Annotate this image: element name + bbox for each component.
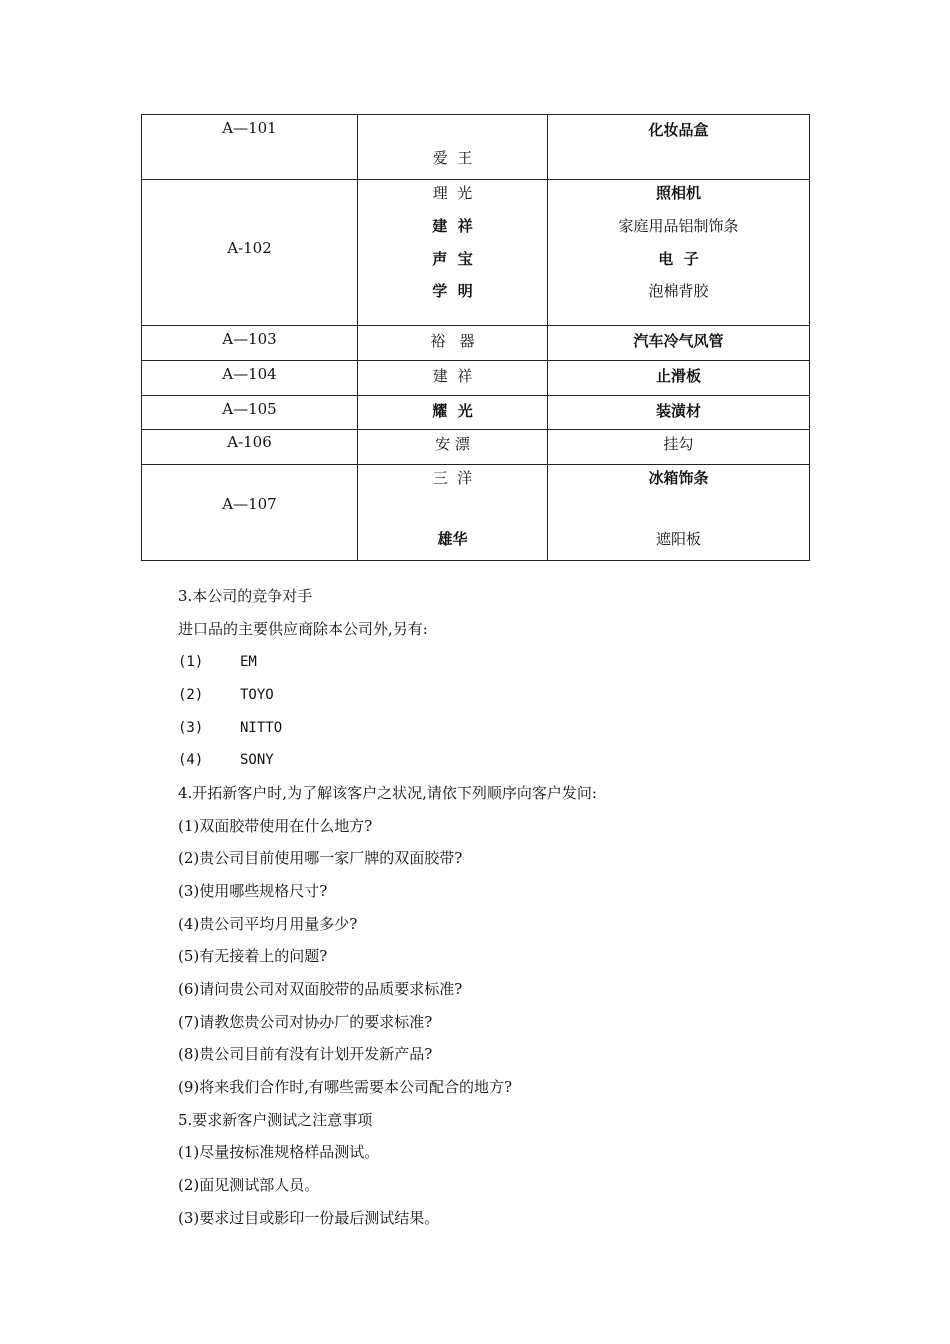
row-code: A—104 bbox=[222, 365, 277, 383]
product-name: 汽车冷气风管 bbox=[633, 332, 724, 350]
table-row bbox=[142, 396, 810, 430]
section-3-intro: 进口品的主要供应商除本公司外,另有: bbox=[178, 620, 428, 638]
table-row bbox=[142, 180, 810, 326]
product-name: 电 子 bbox=[658, 250, 699, 268]
company-name: 爱 王 bbox=[432, 149, 473, 167]
item-number: (2) bbox=[178, 687, 204, 703]
company-name: 学 明 bbox=[432, 282, 473, 300]
product-name: 装潢材 bbox=[655, 402, 701, 420]
competitor-name: EM bbox=[240, 654, 257, 670]
section-5-heading: 5.要求新客户测试之注意事项 bbox=[178, 1111, 373, 1129]
question-item: (1)双面胶带使用在什么地方? bbox=[178, 817, 373, 835]
table-row bbox=[142, 430, 810, 465]
row-code: A-102 bbox=[227, 239, 272, 257]
question-item: (7)请教您贵公司对协办厂的要求标准? bbox=[178, 1013, 433, 1031]
company-name: 建 祥 bbox=[432, 217, 473, 235]
product-name: 遮阳板 bbox=[655, 530, 701, 548]
table-row bbox=[142, 361, 810, 396]
question-item: (6)请问贵公司对双面胶带的品质要求标准? bbox=[178, 980, 463, 998]
item-number: (3) bbox=[178, 720, 204, 736]
competitor-name: NITTO bbox=[240, 720, 283, 736]
competitor-name: SONY bbox=[240, 752, 274, 768]
company-name: 裕 器 bbox=[430, 332, 475, 350]
product-name: 照相机 bbox=[655, 184, 701, 202]
item-number: (4) bbox=[178, 752, 204, 768]
row-code: A—105 bbox=[222, 400, 277, 418]
question-item: (9)将来我们合作时,有哪些需要本公司配合的地方? bbox=[178, 1078, 513, 1096]
company-name: 三 洋 bbox=[432, 469, 473, 487]
table-row bbox=[142, 115, 810, 180]
row-code: A—107 bbox=[222, 495, 277, 513]
row-code: A-106 bbox=[227, 433, 272, 451]
company-name: 安 漂 bbox=[435, 435, 470, 453]
company-name: 耀 光 bbox=[432, 402, 473, 420]
company-name: 声 宝 bbox=[432, 250, 473, 268]
company-name: 理 光 bbox=[432, 184, 473, 202]
note-item: (3)要求过目或影印一份最后测试结果。 bbox=[178, 1209, 440, 1227]
item-number: (1) bbox=[178, 654, 204, 670]
question-item: (4)贵公司平均月用量多少? bbox=[178, 915, 358, 933]
product-name: 挂勾 bbox=[663, 435, 694, 453]
section-4-heading: 4.开拓新客户时,为了解该客户之状况,请依下列顺序向客户发问: bbox=[178, 784, 597, 802]
product-name: 化妆品盒 bbox=[648, 121, 709, 139]
product-name: 家庭用品铝制饰条 bbox=[618, 217, 739, 235]
competitor-item bbox=[178, 718, 282, 738]
product-name: 止滑板 bbox=[655, 367, 701, 385]
product-name: 冰箱饰条 bbox=[648, 469, 709, 487]
note-item: (1)尽量按标准规格样品测试。 bbox=[178, 1143, 380, 1161]
table-row bbox=[142, 326, 810, 361]
competitor-item bbox=[178, 652, 257, 672]
customer-table bbox=[141, 114, 810, 561]
competitor-item bbox=[178, 750, 274, 770]
question-item: (3)使用哪些规格尺寸? bbox=[178, 882, 328, 900]
competitor-item bbox=[178, 685, 274, 705]
table-row bbox=[142, 465, 810, 561]
question-item: (5)有无接着上的问题? bbox=[178, 947, 328, 965]
question-item: (8)贵公司目前有没有计划开发新产品? bbox=[178, 1045, 433, 1063]
row-code: A—103 bbox=[222, 330, 277, 348]
product-name: 泡棉背胶 bbox=[648, 282, 709, 300]
question-item: (2)贵公司目前使用哪一家厂牌的双面胶带? bbox=[178, 849, 463, 867]
company-name: 建 祥 bbox=[432, 367, 473, 385]
competitor-name: TOYO bbox=[240, 687, 274, 703]
company-name: 雄华 bbox=[437, 530, 468, 548]
section-3-heading: 3.本公司的竞争对手 bbox=[178, 587, 313, 605]
note-item: (2)面见测试部人员。 bbox=[178, 1176, 320, 1194]
row-code: A—101 bbox=[222, 119, 277, 137]
